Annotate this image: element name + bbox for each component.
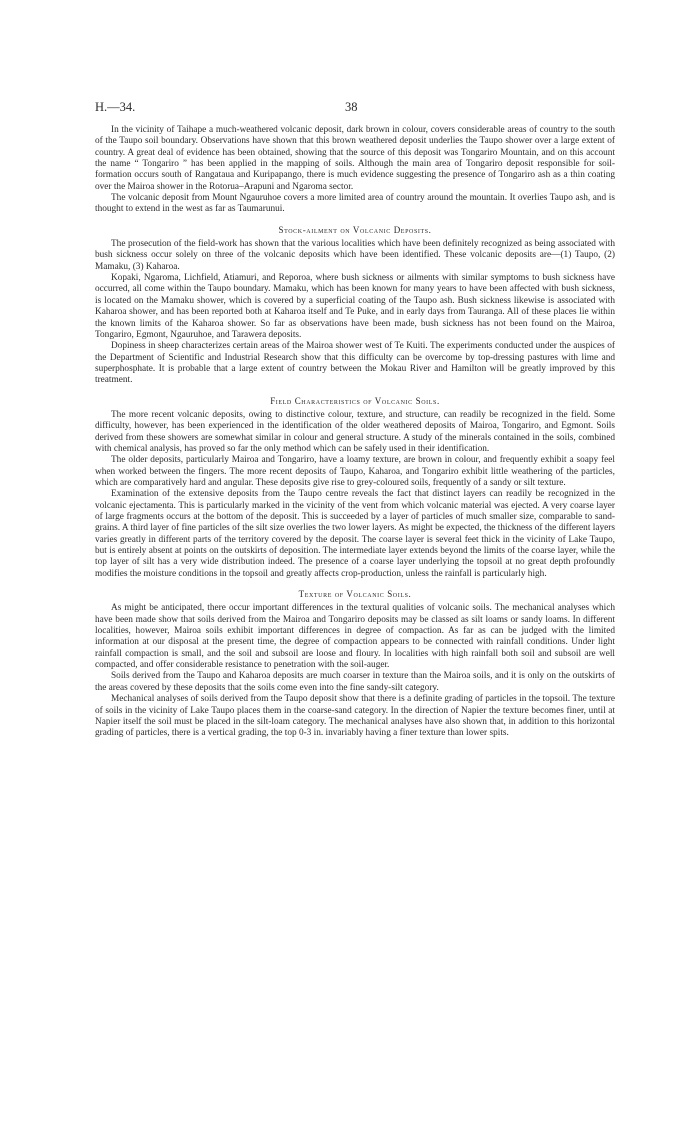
paragraph: Examination of the extensive deposits from the Taupo centre reveals the fact that distinct layers can readily be recognized in the volcanic ejectamenta. This is particularly marked in the vicinity of the vent from which volcanic material was ejected. A very coarse layer of large fragments occurs at the bottom of the deposit. This is succeeded by a layer of particles of much smaller size, comparable to sand-grains. A third layer of fine particles of the silt size overlies the two lower layers. As might be expected, the thickness of the different layers varies greatly in different parts of the territory covered by the deposit. The coarse layer is several feet thick in the vicinity of Lake Taupo, but is entirely absent at points on the outskirts of deposition. The intermediate layer extends beyond the limits of the coarse layer, while the top layer of silt has a very wide distribution indeed. The presence of a coarse layer underlying the topsoil at no great depth profoundly modifies the moisture conditions in the topsoil and greatly affects crop-production, unless the rainfall is particularly high. xyxy=(95,489,615,579)
page-number: 38 xyxy=(345,100,358,114)
paragraph: Dopiness in sheep characterizes certain areas of the Mairoa shower west of Te Kuiti. The experiments conducted under the auspices of the Department of Scientific and Industrial Research show that this difficulty can be overcome by top-dressing pastures with lime and superphosphate. It is probable that a large extent of country between the Mokau River and Hamilton will be greatly improved by this treatment. xyxy=(95,341,615,386)
paragraph: Mechanical analyses of soils derived from the Taupo deposit show that there is a definite grading of particles in the topsoil. The texture of soils in the vicinity of Lake Taupo places them in the coarse-sand category. In the direction of Napier the texture becomes finer, until at Napier itself the soil must be placed in the silt-loam category. The mechanical analyses have also shown that, in addition to this horizontal grading of particles, there is a vertical grading, the top 0-3 in. invariably having a finer texture than lower spits. xyxy=(95,694,615,739)
document-code: H.—34. xyxy=(95,100,136,114)
paragraph: The volcanic deposit from Mount Ngauruhoe covers a more limited area of country around the mountain. It overlies Taupo ash, and is thought to extend in the west as far as Taumarunui. xyxy=(95,193,615,215)
paragraph: In the vicinity of Taihape a much-weathered volcanic deposit, dark brown in colour, covers considerable areas of country to the south of the Taupo soil boundary. Observations have shown that this brown weathered deposit underlies the Taupo shower over a large extent of country. A great deal of evidence has been obtained, showing that the source of this deposit was Tongariro Mountain, and on this account the name “ Tongariro ” has been applied in the mapping of soils. Although the main area of Tongariro deposit responsible for soil-formation occurs south of Rangataua and Kuripapango, there is much evidence suggesting the presence of Tongariro ash as a thin coating over the Mairoa shower in the Rotorua–Arapuni and Ngaroma sector. xyxy=(95,125,615,192)
page-body xyxy=(95,125,615,740)
paragraph: Kopaki, Ngaroma, Lichfield, Atiamuri, and Reporoa, where bush sickness or ailments with similar symptoms to bush sickness have occurred, all come within the Taupo boundary. Mamaku, which has been known for many years to have been affected with bush sickness, is located on the Mamaku shower, which is covered by a superficial coating of the Taupo ash. Bush sickness likewise is associated with Kaharoa shower, and has been reported both at Kaharoa itself and Te Puke, and in early days from Tauranga. All of these places lie within the known limits of the Kaharoa shower. So far as observations have been made, bush sickness has not been found on the Mairoa, Tongariro, Egmont, Ngauruhoe, and Tarawera deposits. xyxy=(95,273,615,340)
section-heading-field-characteristics: Field Characteristics of Volcanic Soils. xyxy=(270,395,440,406)
paragraph: As might be anticipated, there occur important differences in the textural qualities of volcanic soils. The mechanical analyses which have been made show that soils derived from the Mairoa and Tongariro deposits may be classed as silt loams or sandy loams. In different localities, however, Mairoa soils exhibit important differences in degree of compaction. As far as can be judged with the limited information at our disposal at the present time, the degree of compaction appears to be connected with rainfall conditions. Under light rainfall compaction is small, and the soil and subsoil are loose and floury. In localities with high rainfall both soil and subsoil are well compacted, and offer considerable resistance to penetration with the soil-auger. xyxy=(95,603,615,671)
paragraph: The more recent volcanic deposits, owing to distinctive colour, texture, and structure, can readily be recognized in the field. Some difficulty, however, has been experienced in the identification of the older weathered deposits of Mairoa, Tongariro, and Egmont. Soils derived from these showers are somewhat similar in colour and general structure. A study of the minerals contained in the soils, combined with chemical analysis, has proved so far the only method which can be safely used in their identification. xyxy=(95,409,615,454)
section-heading-stock-ailment: Stock-ailment on Volcanic Deposits. xyxy=(278,224,432,235)
section-heading-texture: Texture of Volcanic Soils. xyxy=(298,589,412,600)
paragraph: The prosecution of the field-work has shown that the various localities which have been definitely recognized as being associated with bush sickness occur solely on three of the volcanic deposits which have been identified. These volcanic deposits are—(1) Taupo, (2) Mamaku, (3) Kaharoa. xyxy=(95,239,615,272)
paragraph: Soils derived from the Taupo and Kaharoa deposits are much coarser in texture than the Mairoa soils, and it is only on the outskirts of the areas covered by these deposits that the soils come even into the fine sandy-silt category. xyxy=(95,671,615,693)
paragraph: The older deposits, particularly Mairoa and Tongariro, have a loamy texture, are brown in colour, and frequently exhibit a soapy feel when worked between the fingers. The more recent deposits of Taupo, Kaharoa, and Tongariro exhibit little weathering of the particles, which are comparatively hard and angular. These deposits give rise to grey-coloured soils, frequently of a sandy or silt texture. xyxy=(95,455,615,488)
page-header xyxy=(95,100,615,116)
